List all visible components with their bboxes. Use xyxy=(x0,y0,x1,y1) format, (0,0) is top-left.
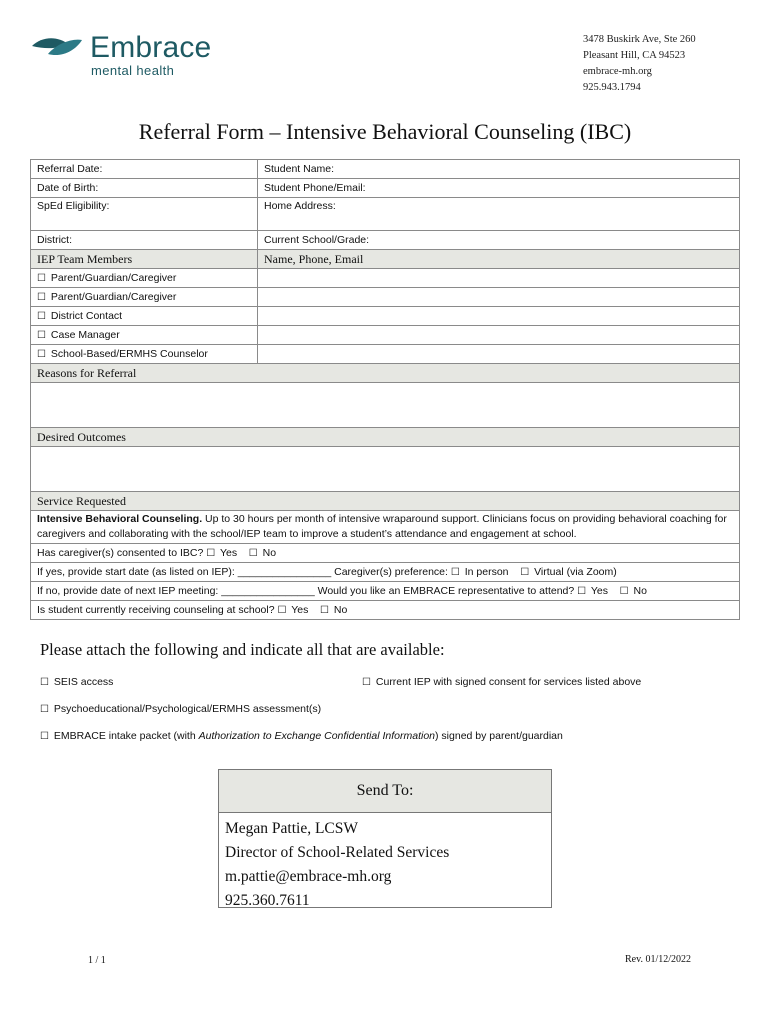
service-details: Up to 30 hours per month of intensive wraparound support. Clinicians focus on providing behavioral coaching for caregivers and collaborating with the school/IEP team to improve a student’s attendance and engagement at school. xyxy=(37,513,727,540)
attach-iep xyxy=(362,676,641,688)
page-number: 1 / 1 xyxy=(88,955,106,966)
consent-yes-label: Yes xyxy=(219,547,238,559)
attach-psych-label: Psychoeducational/Psychological/ERMHS assessment(s) xyxy=(53,703,322,715)
rep-no-label: No xyxy=(633,585,647,597)
attach-seis-label: SEIS access xyxy=(53,676,114,688)
table-row xyxy=(31,364,740,383)
table-row xyxy=(31,492,740,511)
consent-question-label: Has caregiver(s) consented to IBC? xyxy=(37,547,204,559)
iep-team-header: IEP Team Members xyxy=(31,250,258,269)
student-name-field[interactable]: Student Name: xyxy=(258,160,740,179)
service-name: Intensive Behavioral Counseling. xyxy=(37,513,203,525)
virtual-label: Virtual (via Zoom) xyxy=(534,566,617,578)
iep-member-label: School-Based/ERMHS Counselor xyxy=(50,348,208,360)
student-phone-email-field[interactable]: Student Phone/Email: xyxy=(258,179,740,198)
leaf-logo-icon xyxy=(30,34,84,64)
send-to-heading: Send To: xyxy=(219,770,551,813)
checkbox-icon[interactable]: ☐ xyxy=(450,567,460,578)
iep-contact-header: Name, Phone, Email xyxy=(258,250,740,269)
attach-iep-label: Current IEP with signed consent for services listed above xyxy=(375,676,642,688)
address-city: Pleasant Hill, CA 94523 xyxy=(583,50,686,61)
contact-name: Megan Pattie, LCSW xyxy=(225,820,359,837)
home-address-field[interactable]: Home Address: xyxy=(258,198,740,231)
checkbox-icon[interactable]: ☐ xyxy=(37,330,46,341)
checkbox-icon[interactable]: ☐ xyxy=(40,704,49,715)
page-title: Referral Form – Intensive Behavioral Counseling (IBC) xyxy=(138,119,632,144)
checkbox-icon[interactable]: ☐ xyxy=(40,731,49,742)
checkbox-icon[interactable]: ☐ xyxy=(40,677,49,688)
iep-member-contact-field[interactable] xyxy=(258,288,740,307)
counseling-no-label: No xyxy=(333,604,348,616)
rep-question-label: Would you like an EMBRACE representative to attend? xyxy=(317,585,575,597)
table-row xyxy=(31,345,740,364)
iep-member-label: Case Manager xyxy=(50,329,120,341)
table-row xyxy=(31,269,740,288)
iep-member xyxy=(31,326,258,345)
table-row xyxy=(31,307,740,326)
iep-member-contact-field[interactable] xyxy=(258,326,740,345)
counseling-question-label: Is student currently receiving counseling at school? xyxy=(37,604,275,616)
counseling-question xyxy=(31,601,740,620)
start-date-row xyxy=(31,563,740,582)
send-to-box xyxy=(218,769,552,908)
iep-member-contact-field[interactable] xyxy=(258,345,740,364)
current-school-grade-field[interactable]: Current School/Grade: xyxy=(258,231,740,250)
table-row xyxy=(31,511,740,544)
attach-packet-pre: EMBRACE intake packet (with xyxy=(53,730,199,742)
counseling-yes-label: Yes xyxy=(291,604,309,616)
iep-member xyxy=(31,307,258,326)
service-description xyxy=(31,511,740,544)
attach-heading: Please attach the following and indicate all that are available: xyxy=(40,640,445,659)
checkbox-icon[interactable]: ☐ xyxy=(520,567,530,578)
checkbox-icon[interactable]: ☐ xyxy=(277,605,287,616)
outcomes-header: Desired Outcomes xyxy=(31,428,740,447)
embrace-logo xyxy=(30,30,230,80)
table-row xyxy=(31,179,740,198)
table-row xyxy=(31,582,740,601)
service-header: Service Requested xyxy=(31,492,740,511)
checkbox-icon[interactable]: ☐ xyxy=(577,586,587,597)
address-website: embrace-mh.org xyxy=(583,66,652,77)
table-row xyxy=(31,601,740,620)
outcomes-text-area[interactable] xyxy=(31,447,740,492)
contact-phone: 925.360.7611 xyxy=(225,892,310,909)
attach-psych xyxy=(40,703,321,715)
table-row xyxy=(31,160,740,179)
attach-packet xyxy=(40,730,563,742)
table-row xyxy=(31,231,740,250)
attach-packet-post: ) signed by parent/guardian xyxy=(435,730,563,742)
sped-eligibility-field[interactable]: SpEd Eligibility: xyxy=(31,198,258,231)
reasons-text-area[interactable] xyxy=(31,383,740,428)
table-row xyxy=(31,544,740,563)
revision-date: Rev. 01/12/2022 xyxy=(625,954,692,965)
iep-date-field[interactable]: If no, provide date of next IEP meeting: ________________ xyxy=(37,585,315,597)
iep-member xyxy=(31,269,258,288)
org-address xyxy=(583,32,696,96)
table-row xyxy=(31,198,740,231)
checkbox-icon[interactable]: ☐ xyxy=(206,548,216,559)
consent-question xyxy=(31,544,740,563)
checkbox-icon[interactable]: ☐ xyxy=(37,273,46,284)
brand-name: Embrace xyxy=(90,31,212,64)
table-row xyxy=(31,383,740,428)
send-to-contact xyxy=(219,813,551,913)
iep-member-label: District Contact xyxy=(50,310,123,322)
iep-member-contact-field[interactable] xyxy=(258,307,740,326)
preference-label: Caregiver(s) preference: xyxy=(334,566,448,578)
address-street: 3478 Buskirk Ave, Ste 260 xyxy=(583,34,696,45)
table-row xyxy=(31,428,740,447)
start-date-field[interactable]: If yes, provide start date (as listed on IEP): ________________ xyxy=(37,566,332,578)
district-field[interactable]: District: xyxy=(31,231,258,250)
date-of-birth-field[interactable]: Date of Birth: xyxy=(31,179,258,198)
checkbox-icon[interactable]: ☐ xyxy=(248,548,258,559)
table-row xyxy=(31,250,740,269)
checkbox-icon[interactable]: ☐ xyxy=(362,677,371,688)
rep-yes-label: Yes xyxy=(590,585,608,597)
referral-form-table xyxy=(30,159,740,620)
iep-member-label: Parent/Guardian/Caregiver xyxy=(50,291,177,303)
contact-email[interactable]: m.pattie@embrace-mh.org xyxy=(225,868,392,885)
in-person-label: In person xyxy=(464,566,509,578)
iep-member-label: Parent/Guardian/Caregiver xyxy=(50,272,177,284)
checkbox-icon[interactable]: ☐ xyxy=(37,292,46,303)
referral-date-field[interactable]: Referral Date: xyxy=(31,160,258,179)
iep-date-row xyxy=(31,582,740,601)
iep-member xyxy=(31,345,258,364)
iep-member xyxy=(31,288,258,307)
attach-seis xyxy=(40,676,113,688)
checkbox-icon[interactable]: ☐ xyxy=(619,586,629,597)
checkbox-icon[interactable]: ☐ xyxy=(37,349,46,360)
address-phone: 925.943.1794 xyxy=(583,82,641,93)
checkbox-icon[interactable]: ☐ xyxy=(37,311,46,322)
contact-role: Director of School-Related Services xyxy=(225,844,450,861)
table-row xyxy=(31,563,740,582)
brand-tagline: mental health xyxy=(91,63,175,78)
table-row xyxy=(31,288,740,307)
checkbox-icon[interactable]: ☐ xyxy=(320,605,329,616)
attach-packet-italic: Authorization to Exchange Confidential Information xyxy=(198,730,436,742)
table-row xyxy=(31,447,740,492)
consent-no-label: No xyxy=(262,547,277,559)
reasons-header: Reasons for Referral xyxy=(31,364,740,383)
iep-member-contact-field[interactable] xyxy=(258,269,740,288)
table-row xyxy=(31,326,740,345)
